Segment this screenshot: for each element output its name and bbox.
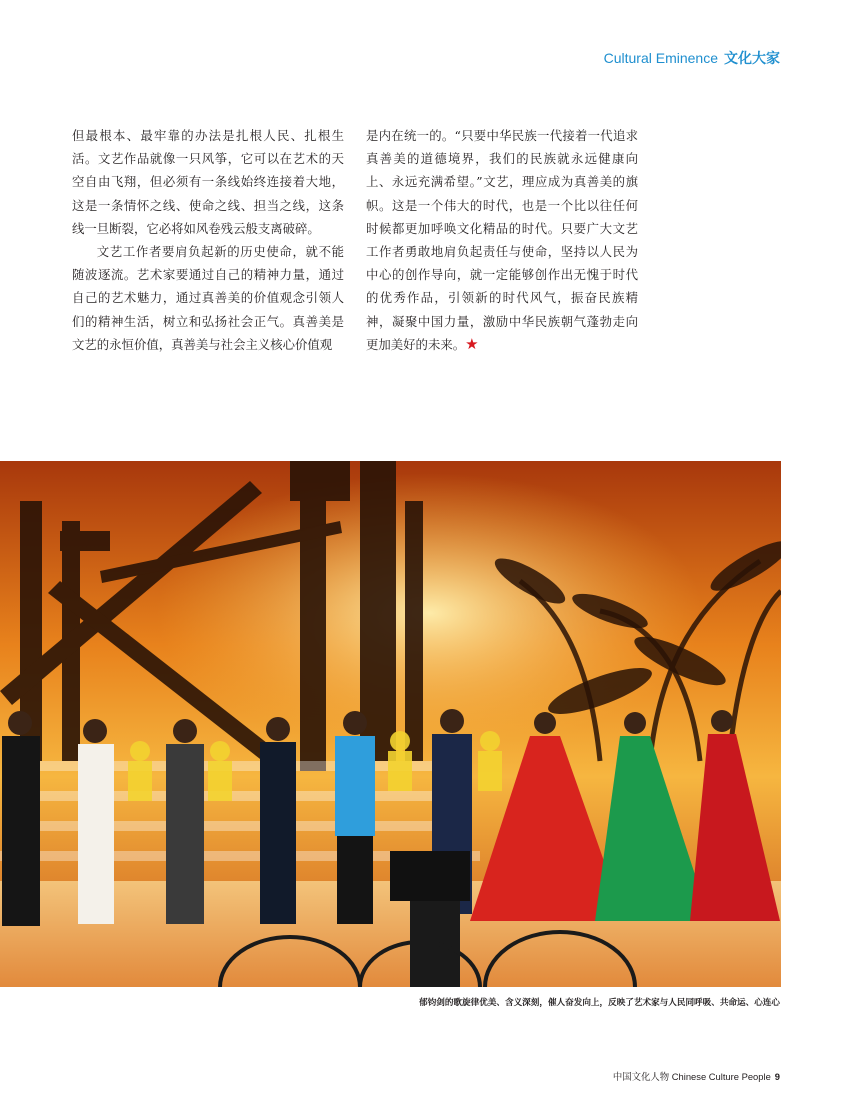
section-title-en: Cultural Eminence [603,50,718,66]
article-paragraph [366,124,638,356]
end-star-icon: ★ [465,334,479,353]
stage-photo-illustration [0,461,781,987]
section-title-cn: 文化大家 [724,50,780,66]
stage-photo [0,461,781,987]
article-paragraph: 文艺工作者要肩负起新的历史使命，就不能随波逐流。艺术家要通过自己的精神力量，通过自己的艺术魅力，通过真善美的价值观念引领人们的精神生活，树立和弘扬社会正气。真善美是文艺的永恒价值，真善美与社会主义核心价值观 [72,244,344,352]
page-number: 9 [774,1071,780,1082]
page-footer [613,1069,780,1083]
section-header [604,48,780,68]
photo-caption: 郁钧剑的歌旋律优美、含义深刻，催人奋发向上，反映了艺术家与人民同呼吸、共命运、心连心 [419,997,780,1007]
publication-name: 中国文化人物 Chinese Culture People [612,1071,771,1082]
article-paragraph: 但最根本、最牢靠的办法是扎根人民、扎根生活。文艺作品就像一只风筝，它可以在艺术的天空自由飞翔，但必须有一条线始终连接着大地，这是一条情怀之线、使命之线、担当之线，这条线一旦断裂，它必将如风卷残云般支离破碎。 [72,128,344,236]
article-column-left [72,124,344,356]
article-paragraph-text: 是内在统一的。“只要中华民族一代接着一代追求真善美的道德境界，我们的民族就永远健康向上、永远充满希望。”文艺，理应成为真善美的旗帜。这是一个伟大的时代，也是一个比以往任何时候都更加呼唤文化精品的时代。只要广大文艺工作者勇敢地肩负起责任与使命，坚持以人民为中心的创作导向，就一定能够创作出无愧于时代的优秀作品，引领新的时代风气，振奋民族精神，凝聚中国力量，激励中华民族朝气蓬勃走向更加美好的未来。 [366,128,638,352]
article-column-right [366,124,638,356]
